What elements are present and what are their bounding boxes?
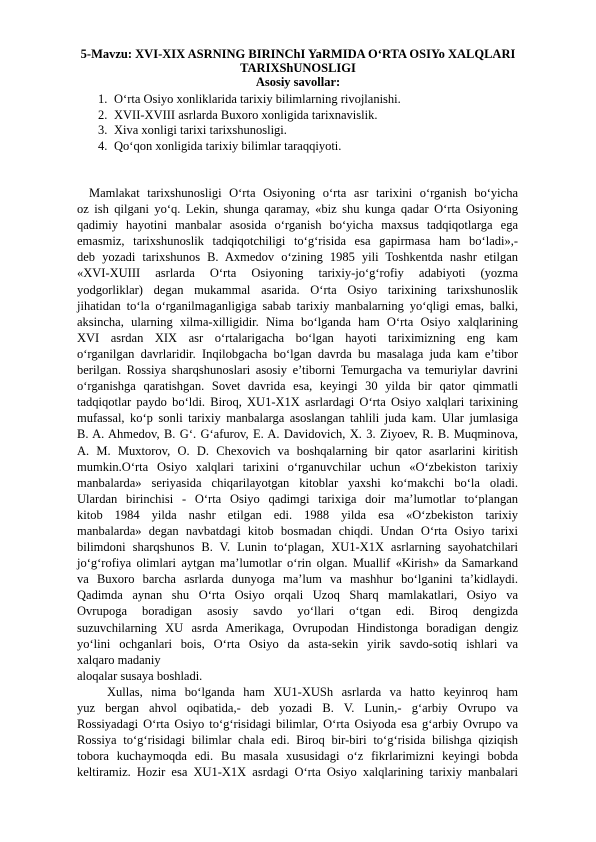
text-line: yo‘lini ochganlari bois, O‘rta Osiyo da asta-sekin yirik savdo-sotiq ishlari va	[77, 636, 518, 651]
text-line: «XVI-XUIII asrlarda O‘rta Osiyoning tarixiy-jo‘g‘rofiy adabiyoti (yozma	[77, 266, 518, 281]
text-line: Rossiyadagi O‘rta Osiyo to‘g‘risidagi bilimlar, O‘rta Osiyoda esa g‘arbiy Ovrupo va	[77, 717, 518, 732]
text-line: jihatidan to‘la o‘rganilmaganligiga sabab tarixiy manbalarning yo‘qligi emas, balki,	[77, 298, 518, 313]
text-line: jo‘g‘rofiya olimlari aytgan ma’lumotlar o‘rin olgan. Muallif «Kirish» da Samarkand	[77, 556, 518, 571]
text-line: manbalarda» seriyasida chiqarilayotgan kitoblar yaxshi ko‘makchi bo‘la oladi.	[77, 475, 518, 490]
text-line: Ovrupoga boradigan asosiy savdo yo‘llari o‘tgan edi. Biroq dengizda	[77, 604, 518, 619]
text-line: berilgan. Rossiya sharqshunoslari asosiy e’tiborni Temurgacha va temuriylar davrini	[77, 363, 518, 378]
list-item-text: Qo‘qon xonligida tarixiy bilimlar taraqqiyoti.	[114, 138, 342, 153]
text-line: mumkin.O‘rta Osiyo xalqlari tarixini o‘rganuvchilar uchun «O‘zbekiston tarixiy	[77, 459, 518, 474]
text-line: manbalarda» degan navbatdagi kitob bosmadan chiqdi. Undan O‘rta Osiyo tarixi	[77, 523, 518, 538]
list-item-text: O‘rta Osiyo xonliklarida tarixiy bilimlarning rivojlanishi.	[114, 92, 401, 106]
text-line: yodgorliklar) degan mukammal asarida. O‘rta Osiyo tarixining tarixshunoslik	[77, 282, 518, 297]
text-line: aksincha, ularning xilma-xilligidir. Nima bo‘lganda ham O‘rta Osiyo xalqlarining	[77, 314, 518, 329]
list-item-text: XVII-XVIII asrlarda Buxoro xonligida tarixnavislik.	[114, 107, 378, 122]
text-line: qadimiy hayotini manbalar asosida o‘rganish bo‘yicha maxsus tadqiqotlarga ega	[77, 218, 518, 233]
text-line: suzuvchilarning XU asrda Amerikaga, Ovrupodan Hindistonga boradigan dengiz	[77, 620, 518, 635]
page-title: 5-Mavzu: XVI-XIX ASRNING BIRINChI YaRMIDA O‘RTA OSIYo XALQLARI TARIXShUNOSLIGI	[80, 47, 516, 75]
text-line: mufassal, ko‘p sonli tarixiy manbalarga asoslangan tahlili juda kam. Ular jumlasiga	[77, 411, 518, 426]
list-item	[98, 92, 401, 108]
questions-list	[98, 92, 401, 154]
questions-heading: Asosiy savollar:	[255, 75, 341, 89]
text-line: tobora kuchaymoqda edi. Bu masala xususidagi o‘z fikrlarimizni keyingi bobda	[77, 749, 518, 764]
list-item	[98, 123, 401, 139]
text-line: bilimdoni sharqshunos B. V. Lunin to‘plagan, XU1-X1X asrlarning sayohatchilari	[77, 540, 518, 555]
text-line: Qadimda aynan shu O‘rta Osiyo orqali Uzoq Sharq mamlakatlari, Osiyo va	[77, 588, 518, 603]
text-line: deb yozadi tarixshunos B. Axmedov o‘zining 1985 yili Toshkentda nashr etilgan	[77, 250, 518, 265]
text-line: XVI asrdan XIX asr o‘rtalarigacha bo‘lgan hayoti tariximizning eng kam	[77, 330, 518, 345]
list-item	[98, 139, 401, 155]
text-line: oz ish qilgani yo‘q. Lekin, shunga qaramay, «biz shu kunga qadar O‘rta Osiyoning	[77, 202, 518, 217]
text-line: xalqaro madaniy	[77, 652, 161, 667]
text-line: Ulardan birinchisi - O‘rta Osiyo qadimgi tarixiga doir ma’lumotlar to‘plangan	[77, 491, 518, 506]
list-item	[98, 108, 401, 124]
text-line: kitob 1984 yilda nashr etilgan edi. 1988 yilda esa «O‘zbekiston tarixiy	[77, 507, 518, 522]
text-line: A. M. Muxtorov, O. D. Chexovich va boshqalarning bir qator asarlarini kiritish	[77, 443, 518, 458]
list-number: 1.	[98, 92, 108, 106]
text-line: va Buxoro barcha asrlarda dunyoga ma’lum va mashhur bo‘lganini ta’kidlaydi.	[77, 572, 518, 587]
text-line: keltiramiz. Hozir esa XU1-X1X asrdagi O‘rta Osiyo xalqlarining tarixiy manbalari	[77, 765, 518, 780]
text-line: tadqiqotlar paydo bo‘ldi. Biroq, XU1-X1X asrlardagi O‘rta Osiyo xalqlari tarixining	[77, 395, 518, 410]
list-number: 2.	[98, 107, 108, 122]
text-line: Mamlakat tarixshunosligi O‘rta Osiyoning o‘rta asr tarixini o‘rganish bo‘yicha	[89, 186, 518, 200]
text-line: B. A. Ahmedov, B. G‘. G‘afurov, E. A. Davidovich, X. 3. Ziyoev, R. B. Muqminova,	[77, 427, 518, 442]
body-text	[77, 185, 518, 780]
text-line: Rossiya to‘g‘risidagi bilimlar chala edi. Biroq bir-biri to‘g‘risida bilishga qiziqish	[77, 733, 518, 748]
text-line: emasmiz, tarixshunoslik tadqiqotchiligi to‘g‘risida esa gapirmasa ham bo‘ladi»,-	[77, 234, 518, 249]
list-item-text: Xiva xonligi tarixi tarixshunosligi.	[114, 123, 287, 137]
list-number: 3.	[98, 123, 108, 137]
text-line: yuz bergan ahvol oqibatida,- deb yozadi B. V. Lunin,- g‘arbiy Ovrupo va	[77, 701, 518, 715]
list-number: 4.	[98, 138, 108, 153]
text-line: aloqalar susaya boshladi.	[77, 668, 203, 683]
text-line: o‘rganilgan davrlaridir. Inqilobgacha bo‘lgan davrda bu masalaga juda kam e’tibor	[77, 346, 518, 361]
text-line: o‘rganishga qaratishgan. Sovet davrida esa, keyingi 30 yilda bir qator qimmatli	[77, 379, 518, 394]
text-line: Xullas, nima bo‘lganda ham XU1-XUSh asrlarda va hatto keyinroq ham	[107, 684, 518, 699]
